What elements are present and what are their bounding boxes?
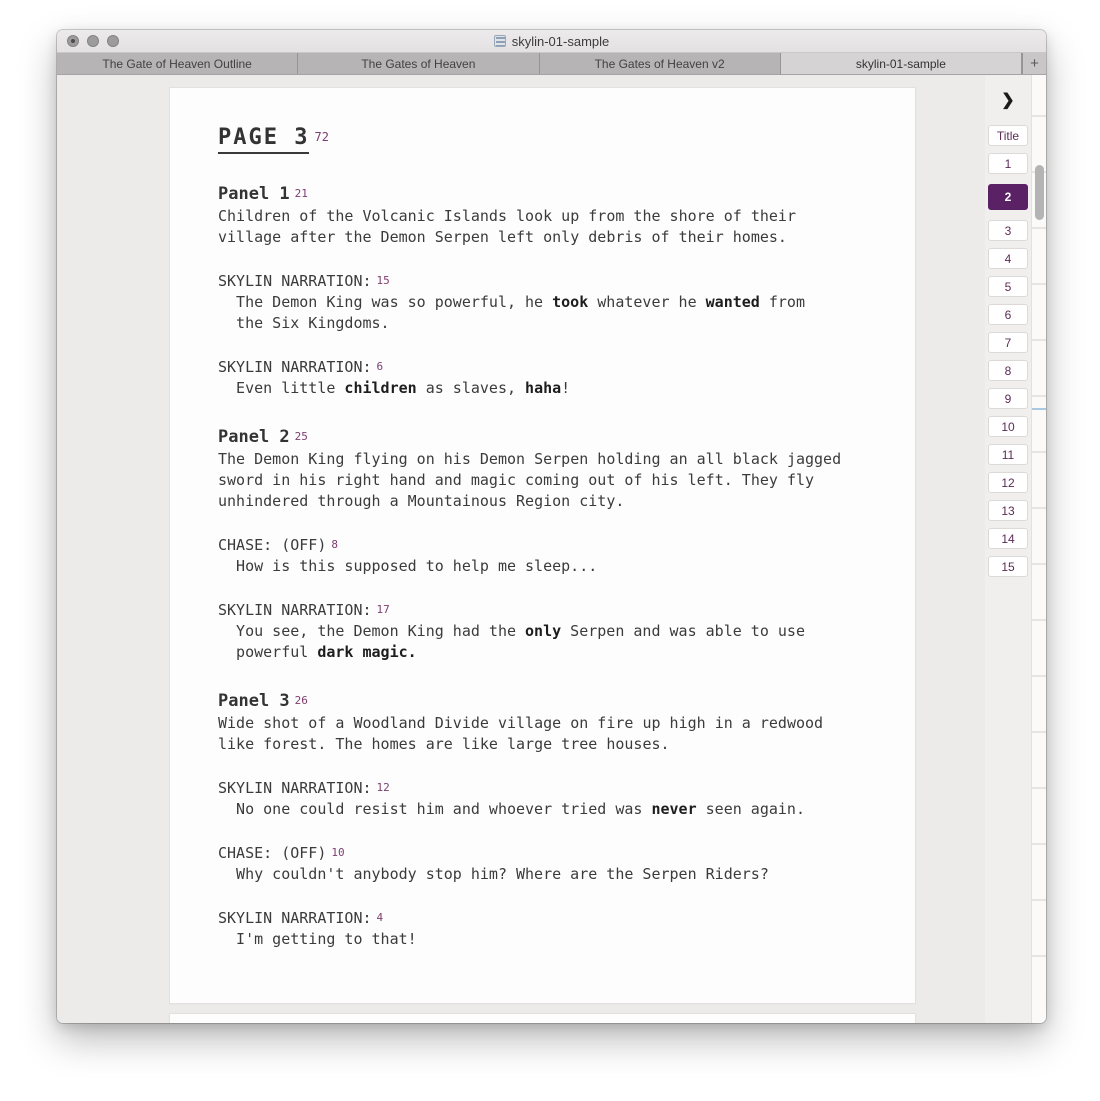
- page-button-2[interactable]: 2: [988, 184, 1028, 210]
- tab-the-gates-of-heaven[interactable]: [298, 53, 539, 74]
- text-run: The Demon King flying on his Demon Serpen holding an all black jagged sword in his right hand and magic coming out of his left. They fly unhindered through a Mountainous Region city.: [218, 450, 842, 510]
- character-count-badge: 15: [376, 274, 390, 287]
- tab-the-gates-of-heaven-v2[interactable]: [540, 53, 781, 74]
- text-run: Even little: [236, 379, 345, 397]
- window-title: skylin-01-sample: [511, 33, 610, 49]
- text-run: Why couldn't anybody stop him? Where are the Serpen Riders?: [236, 865, 769, 883]
- page-block: [218, 124, 867, 154]
- text-run: Panel 3: [218, 691, 290, 711]
- minimap-cursor-line: [1032, 408, 1046, 410]
- dialogue-block: [236, 292, 814, 334]
- tab-skylin-01-sample[interactable]: [781, 53, 1022, 74]
- dialogue-block: [236, 621, 814, 663]
- cue-block: [218, 907, 850, 929]
- tab-bar: [57, 53, 1046, 75]
- text-run: SKYLIN NARRATION:: [218, 601, 372, 619]
- page-button-1[interactable]: 1: [988, 153, 1028, 174]
- text-run: seen again.: [696, 800, 805, 818]
- text-run: Children of the Volcanic Islands look up from the shore of their village after the Demon Serpen left only debris of their homes.: [218, 207, 796, 246]
- text-run: whatever he: [588, 293, 706, 311]
- dialogue-block: [236, 929, 814, 950]
- emphasized-text: only: [525, 622, 562, 640]
- text-run: CHASE: (OFF): [218, 844, 327, 862]
- page-button-7[interactable]: 7: [988, 332, 1028, 353]
- cue-block: [218, 356, 850, 378]
- page-button-8[interactable]: 8: [988, 360, 1028, 381]
- action-block: [218, 206, 850, 248]
- text-run: SKYLIN NARRATION:: [218, 779, 372, 797]
- cue-block: [218, 777, 850, 799]
- next-page-top-edge: [170, 1014, 915, 1023]
- page-navigator: [985, 75, 1031, 1023]
- text-run: Panel 2: [218, 427, 290, 447]
- collapse-sidebar-chevron[interactable]: ❯: [1001, 92, 1015, 109]
- character-count-badge: 26: [294, 694, 308, 707]
- page-button-10[interactable]: 10: [988, 416, 1028, 437]
- tab-label: skylin-01-sample: [855, 56, 946, 71]
- text-run: Serpen and was able to use powerful: [236, 622, 805, 661]
- panel-block: [218, 182, 867, 206]
- page-button-title[interactable]: Title: [988, 125, 1028, 146]
- text-run: I'm getting to that!: [236, 930, 417, 948]
- tab-label: The Gates of Heaven: [361, 56, 476, 71]
- page-button-14[interactable]: 14: [988, 528, 1028, 549]
- title-group: [494, 34, 610, 49]
- minimize-button[interactable]: [87, 35, 99, 47]
- action-block: [218, 449, 850, 512]
- character-count-badge: 10: [331, 846, 345, 859]
- emphasized-text: took: [552, 293, 589, 311]
- character-count-badge: 6: [376, 360, 384, 373]
- scrollbar-track[interactable]: [1031, 75, 1046, 1023]
- text-run: Wide shot of a Woodland Divide village on fire up high in a redwood like forest. The homes are like large tree houses.: [218, 714, 824, 753]
- emphasized-text: never: [651, 800, 697, 818]
- page-button-9[interactable]: 9: [988, 388, 1028, 409]
- cue-block: [218, 534, 850, 556]
- page-heading-text: [218, 125, 309, 154]
- cue-block: [218, 270, 850, 292]
- app-window: [57, 30, 1046, 1023]
- text-run: You see, the Demon King had the: [236, 622, 526, 640]
- dialogue-block: [236, 799, 814, 820]
- dialogue-block: [236, 556, 814, 577]
- character-count-badge: 25: [294, 430, 308, 443]
- page-button-5[interactable]: 5: [988, 276, 1028, 297]
- page-button-3[interactable]: 3: [988, 220, 1028, 241]
- new-tab-button[interactable]: +: [1022, 53, 1046, 74]
- panel-block: [218, 689, 867, 713]
- scrollbar-thumb[interactable]: [1035, 165, 1044, 220]
- page-button-6[interactable]: 6: [988, 304, 1028, 325]
- emphasized-text: wanted: [705, 293, 760, 311]
- page-button-15[interactable]: 15: [988, 556, 1028, 577]
- character-count-badge: 4: [376, 911, 384, 924]
- character-count-badge: 72: [314, 130, 329, 144]
- text-run: from the Six Kingdoms.: [236, 293, 805, 332]
- text-run: SKYLIN NARRATION:: [218, 272, 372, 290]
- close-button[interactable]: [67, 35, 79, 47]
- page-button-11[interactable]: 11: [988, 444, 1028, 465]
- dialogue-block: [236, 378, 814, 399]
- main-content: [57, 75, 1046, 1023]
- traffic-lights: [67, 35, 119, 47]
- text-run: SKYLIN NARRATION:: [218, 358, 372, 376]
- panel-block: [218, 425, 867, 449]
- script-page[interactable]: [170, 88, 915, 1003]
- page-button-13[interactable]: 13: [988, 500, 1028, 521]
- dialogue-block: [236, 864, 814, 885]
- character-count-badge: 17: [376, 603, 390, 616]
- character-count-badge: 12: [376, 781, 390, 794]
- tab-label: The Gates of Heaven v2: [594, 56, 725, 71]
- character-count-badge: 8: [331, 538, 338, 551]
- tab-label: The Gate of Heaven Outline: [102, 56, 252, 71]
- action-block: [218, 713, 850, 755]
- emphasized-text: dark magic.: [317, 643, 417, 661]
- text-run: SKYLIN NARRATION:: [218, 909, 372, 927]
- page-button-list: [988, 125, 1028, 577]
- emphasized-text: haha: [525, 379, 562, 397]
- cue-block: [218, 842, 850, 864]
- character-count-badge: 21: [294, 187, 308, 200]
- text-run: How is this supposed to help me sleep...: [236, 557, 598, 575]
- script-text[interactable]: [170, 88, 915, 950]
- page-button-4[interactable]: 4: [988, 248, 1028, 269]
- text-run: No one could resist him and whoever tried was: [236, 800, 652, 818]
- text-run: as slaves,: [416, 379, 526, 397]
- zoom-button[interactable]: [107, 35, 119, 47]
- page-button-12[interactable]: 12: [988, 472, 1028, 493]
- document-proxy-icon: [494, 35, 506, 47]
- text-run: The Demon King was so powerful, he: [236, 293, 553, 311]
- text-run: PAGE 3: [218, 125, 310, 150]
- cue-block: [218, 599, 850, 621]
- text-run: !: [561, 379, 571, 397]
- document-scroll-area[interactable]: [57, 75, 985, 1023]
- emphasized-text: children: [344, 379, 417, 397]
- tab-the-gate-of-heaven-outline[interactable]: [57, 53, 298, 74]
- titlebar[interactable]: [57, 30, 1046, 53]
- text-run: Panel 1: [218, 184, 290, 204]
- text-run: CHASE: (OFF): [218, 536, 327, 554]
